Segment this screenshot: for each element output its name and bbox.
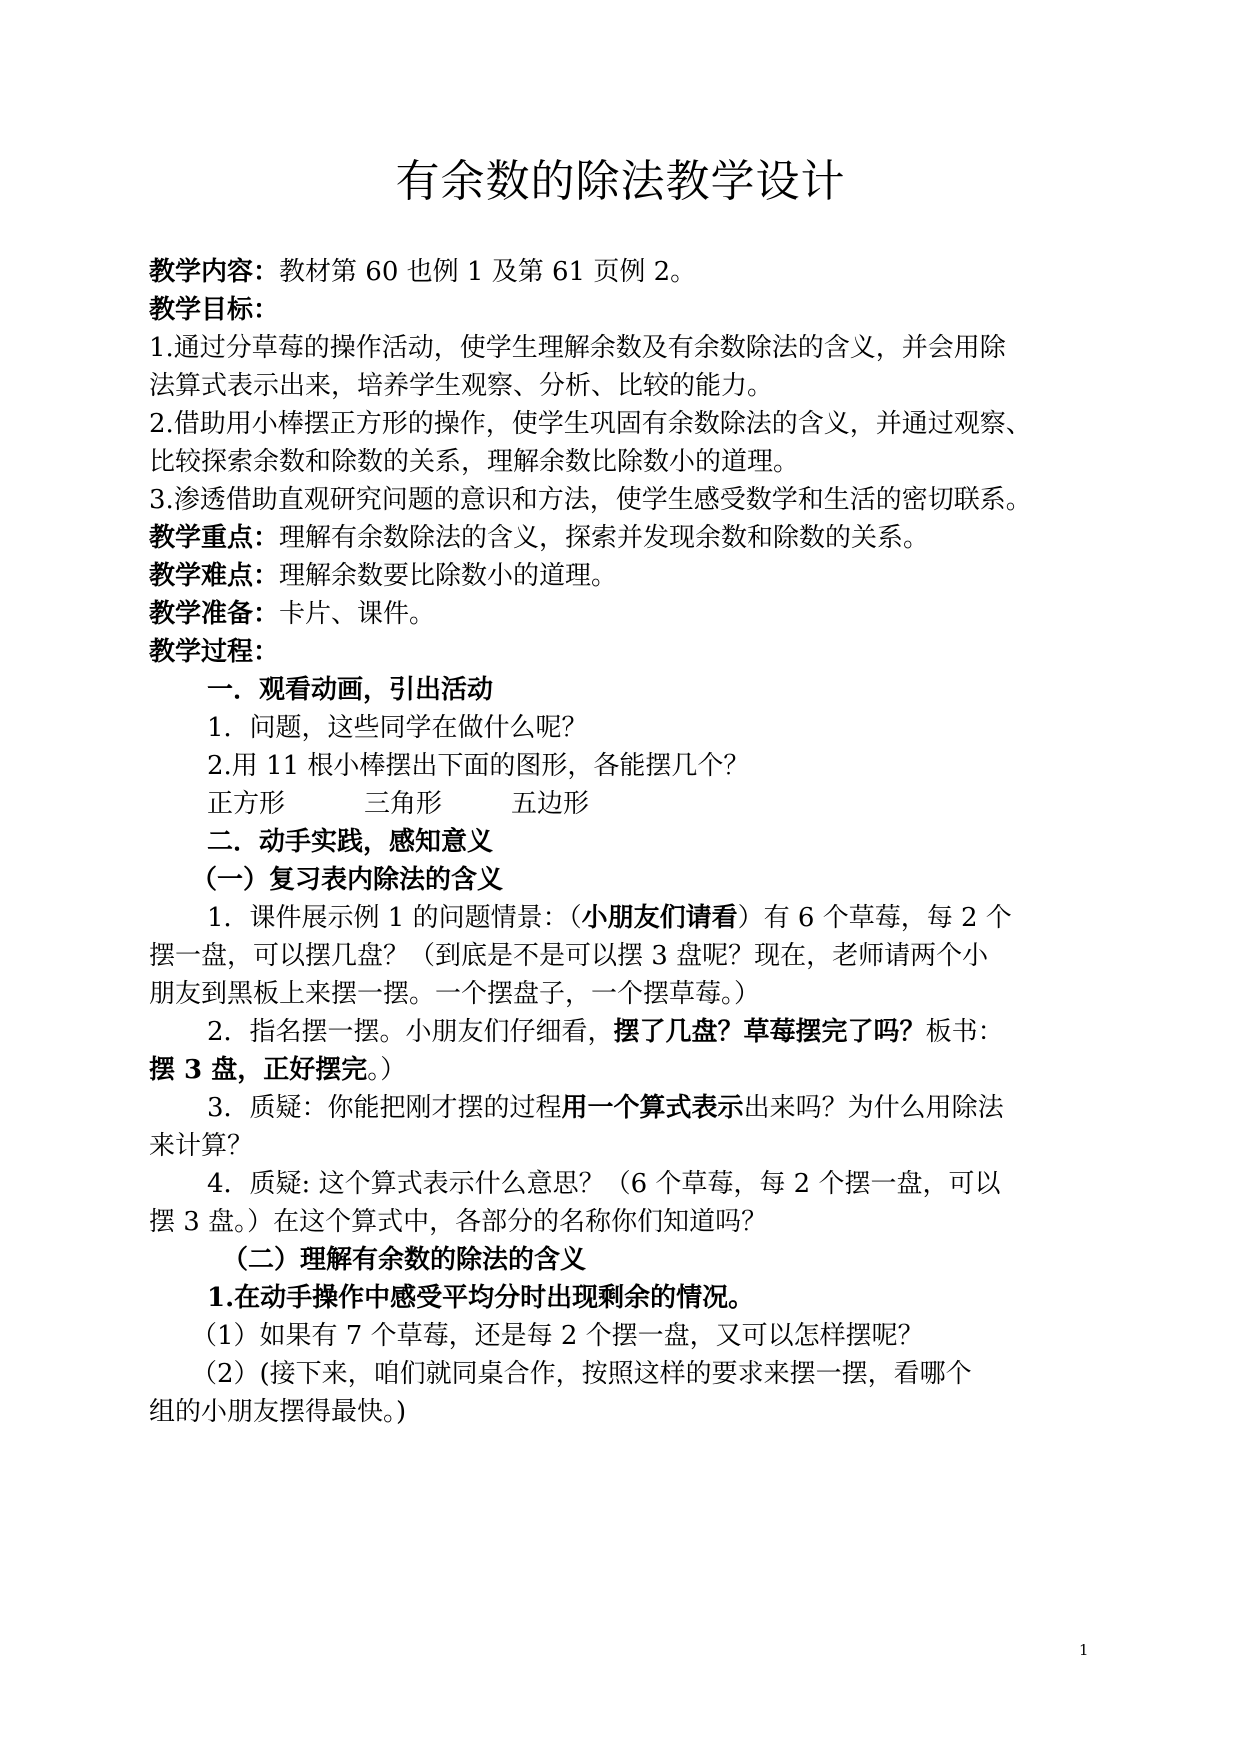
goal-3: 3.渗透借助直观研究问题的意识和方法，使学生感受数学和生活的密切联系。 bbox=[149, 485, 1032, 515]
step-1-text-c: ）有 6 个草莓，每 2 个 bbox=[737, 903, 1012, 933]
teaching-content bbox=[149, 252, 696, 292]
page-number: 1 bbox=[1079, 1641, 1089, 1659]
key-label: 教学重点： bbox=[149, 523, 280, 553]
difficult-label: 教学难点： bbox=[149, 561, 280, 591]
page-title: 有余数的除法教学设计 bbox=[395, 156, 846, 207]
section-1-heading: 一．观看动画，引出活动 bbox=[207, 675, 494, 705]
step-4-line-2: 摆 3 盘。）在这个算式中，各部分的名称你们知道吗？ bbox=[149, 1207, 768, 1237]
goal-1-line-2: 法算式表示出来，培养学生观察、分析、比较的能力。 bbox=[149, 371, 774, 401]
goal-1-line-1: 1.通过分草莓的操作活动，使学生理解余数及有余数除法的含义，并会用除 bbox=[149, 333, 1006, 363]
goal-2-line-1: 2.借助用小棒摆正方形的操作，使学生巩固有余数除法的含义，并通过观察、 bbox=[149, 409, 1032, 439]
step-2-line-2 bbox=[149, 1050, 406, 1090]
question-1: （1）如果有 7 个草莓，还是每 2 个摆一盘，又可以怎样摆呢？ bbox=[191, 1321, 924, 1351]
shape-square: 正方形 bbox=[207, 789, 286, 819]
step-2-text-a: 2．指名摆一摆。小朋友们仔细看， bbox=[207, 1017, 614, 1047]
goal-2-line-2: 比较探索余数和除数的关系，理解余数比除数小的道理。 bbox=[149, 447, 800, 477]
process-label: 教学过程： bbox=[149, 637, 280, 667]
step-3-line-2: 来计算？ bbox=[149, 1131, 254, 1161]
key-points bbox=[149, 518, 929, 558]
content-label: 教学内容： bbox=[149, 257, 280, 287]
subsection-2-heading: （二）理解有余数的除法的含义 bbox=[222, 1245, 587, 1275]
difficult-points bbox=[149, 556, 617, 596]
content-text: 教材第 60 也例 1 及第 61 页例 2。 bbox=[279, 257, 697, 287]
section-1-item-1: 1．问题，这些同学在做什么呢？ bbox=[207, 713, 588, 743]
step-3-bold: 用一个算式表示 bbox=[561, 1093, 744, 1123]
goals-label: 教学目标： bbox=[149, 295, 280, 325]
step-3-line-1 bbox=[207, 1088, 1004, 1128]
shape-triangle: 三角形 bbox=[364, 789, 443, 819]
subsection-2-point-1: 1.在动手操作中感受平均分时出现剩余的情况。 bbox=[207, 1283, 755, 1313]
step-2-text-c: 板书： bbox=[925, 1017, 1004, 1047]
step-4-line-1: 4．质疑: 这个算式表示什么意思？（6 个草莓，每 2 个摆一盘，可以 bbox=[207, 1169, 1001, 1199]
step-2-bold-2: 摆 3 盘，正好摆完 bbox=[149, 1055, 368, 1085]
step-3-text-c: 出来吗？为什么用除法 bbox=[743, 1093, 1004, 1123]
step-3-text-a: 3．质疑：你能把刚才摆的过程 bbox=[207, 1093, 562, 1123]
step-1-line-3: 朋友到黑板上来摆一摆。一个摆盘子，一个摆草莓。） bbox=[149, 979, 761, 1009]
step-1-line-2: 摆一盘，可以摆几盘？（到底是不是可以摆 3 盘呢？现在，老师请两个小 bbox=[149, 941, 989, 971]
section-2-heading: 二．动手实践，感知意义 bbox=[207, 827, 494, 857]
question-2-line-2: 组的小朋友摆得最快。) bbox=[149, 1397, 407, 1427]
prep-label: 教学准备： bbox=[149, 599, 280, 629]
step-2-bold: 摆了几盘？草莓摆完了吗？ bbox=[613, 1017, 926, 1047]
step-1-bold: 小朋友们请看 bbox=[581, 903, 738, 933]
step-2-text-e: 。） bbox=[367, 1055, 407, 1085]
difficult-text: 理解余数要比除数小的道理。 bbox=[279, 561, 618, 591]
subsection-1-heading: （一）复习表内除法的含义 bbox=[191, 865, 504, 895]
question-2-line-1: （2）(接下来，咱们就同桌合作，按照这样的要求来摆一摆，看哪个 bbox=[191, 1359, 972, 1389]
prep-text: 卡片、课件。 bbox=[279, 599, 436, 629]
step-2-line-1 bbox=[207, 1012, 1004, 1052]
shape-pentagon: 五边形 bbox=[511, 789, 590, 819]
step-1-text-a: 1．课件展示例 1 的问题情景：（ bbox=[207, 903, 582, 933]
step-1-line-1 bbox=[207, 898, 1012, 938]
preparation bbox=[149, 594, 435, 634]
section-1-item-2: 2.用 11 根小棒摆出下面的图形，各能摆几个？ bbox=[207, 751, 750, 781]
key-text: 理解有余数除法的含义，探索并发现余数和除数的关系。 bbox=[279, 523, 930, 553]
